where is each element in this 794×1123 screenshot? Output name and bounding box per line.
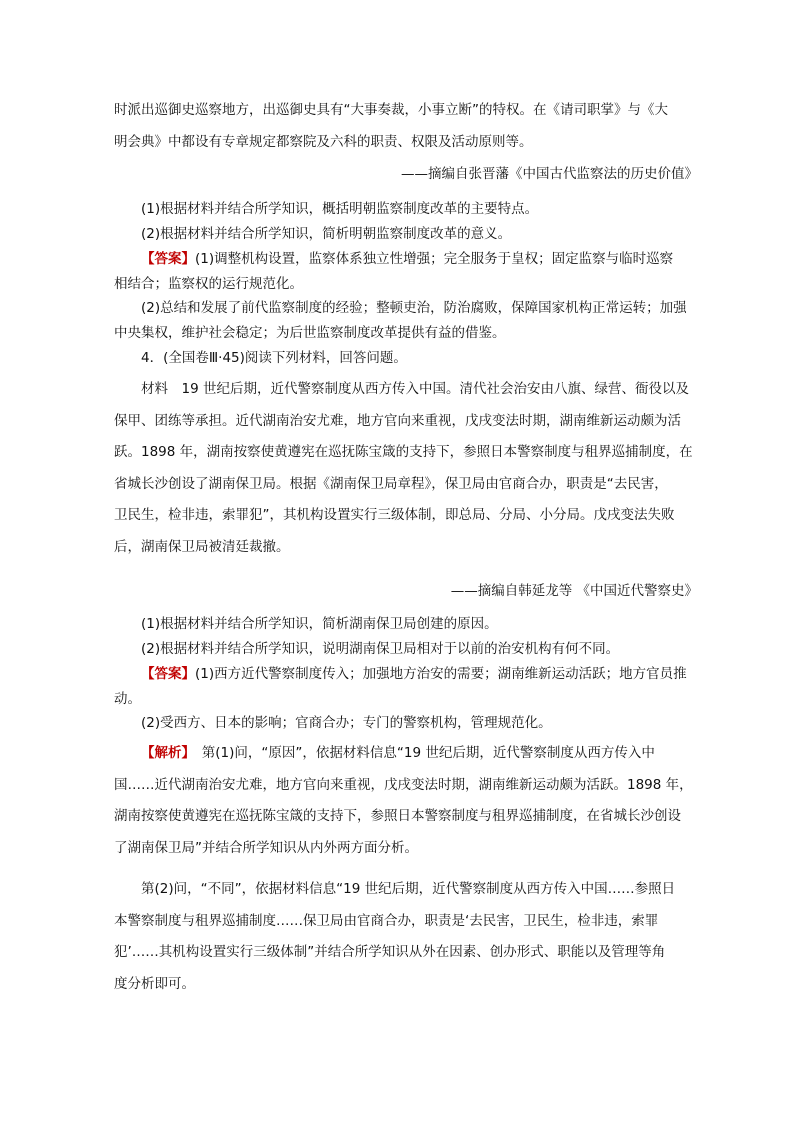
answer-tag: 【答案】 xyxy=(141,666,195,682)
q4-material xyxy=(114,374,698,563)
source-citation: ——摘编自张晋藩《中国古代监察法的历史价值》 xyxy=(401,166,698,182)
question-2: (2)根据材料并结合所学知识，说明湖南保卫局相对于以前的治安机构有何不同。 xyxy=(141,640,620,657)
analysis-line: 本警察制度与租界巡捕制度……保卫局由官商合办，职责是‘去民害，卫民生，检非违，索罪 xyxy=(114,912,659,929)
answer-line: 动。 xyxy=(114,690,141,707)
q4-analysis-1 xyxy=(114,738,698,864)
q4-source xyxy=(114,576,698,608)
analysis-line: 犯’……其机构设置实行三级体制”并结合所学知识从外在因素、创办形式、职能以及管理等角 xyxy=(114,944,666,960)
answer-line: 相结合；监察权的运行规范化。 xyxy=(114,275,303,292)
text-line: 时派出巡御史巡察地方，出巡御史具有“大事奏裁，小事立断”的特权。在《请司职掌》与《大 xyxy=(114,102,668,118)
q4-analysis-2 xyxy=(114,874,698,1000)
q3-source xyxy=(114,159,698,191)
q4-questions xyxy=(114,612,725,661)
question-2: (2)根据材料并结合所学知识，简析明朝监察制度改革的意义。 xyxy=(141,225,512,242)
material-line: 卫民生，检非违，索罪犯”，其机构设置实行三级体制，即总局、分局、小分局。戊戌变法失败 xyxy=(114,507,675,523)
answer-line: 中央集权，维护社会稳定；为后世监察制度改革提供有益的借鉴。 xyxy=(114,324,506,341)
answer-line: (2)受西方、日本的影响；官商合办；专门的警察机构，管理规范化。 xyxy=(141,715,552,731)
material-line: 材料 19 世纪后期，近代警察制度从西方传入中国。清代社会治安由八旗、绿营、衙役以及 xyxy=(141,381,689,397)
analysis-tag: 【解析】 xyxy=(141,745,189,761)
q3-material-tail xyxy=(114,95,698,158)
question-stem: 4．(全国卷Ⅲ·45)阅读下列材料，回答问题。 xyxy=(141,350,407,366)
answer-text: (1)调整机构设置，监察体系独立性增强；完全服务于皇权；固定监察与临时巡察 xyxy=(195,251,674,267)
question-1: (1)根据材料并结合所学知识，简析湖南保卫局创建的原因。 xyxy=(141,616,498,632)
q3-questions xyxy=(114,197,725,246)
q4-stem xyxy=(114,346,725,371)
analysis-line: 湖南按察使黄遵宪在巡抚陈宝箴的支持下，参照日本警察制度与租界巡捕制度，在省城长沙创设 xyxy=(114,808,681,824)
analysis-text: 第(1)问，“原因”，依据材料信息“19 世纪后期，近代警察制度从西方传入中 xyxy=(188,745,655,761)
answer-line: (2)总结和发展了前代监察制度的经验；整顿吏治，防治腐败，保障国家机构正常运转；加强 xyxy=(141,300,687,316)
analysis-line xyxy=(114,738,698,770)
question-1: (1)根据材料并结合所学知识，概括明朝监察制度改革的主要特点。 xyxy=(141,201,539,217)
material-line: 跃。1898 年，湖南按察使黄遵宪在巡抚陈宝箴的支持下，参照日本警察制度与租界巡捕制度，在 xyxy=(114,444,693,460)
answer-line xyxy=(114,247,698,272)
analysis-line: 度分析即可。 xyxy=(114,975,195,992)
text-line: 明会典》中都设有专章规定都察院及六科的职责、权限及活动原则等。 xyxy=(114,133,533,150)
answer-line xyxy=(114,662,698,687)
material-line: 省城长沙创设了湖南保卫局。根据《湖南保卫局章程》，保卫局由官商合办，职责是“去民害， xyxy=(114,475,668,492)
analysis-line: 国……近代湖南治安尤难，地方官向来重视，戊戌变法时期，湖南维新运动颇为活跃。1898 年， xyxy=(114,776,693,793)
q4-answer xyxy=(114,662,698,736)
q3-answer xyxy=(114,247,698,345)
answer-tag: 【答案】 xyxy=(141,251,195,267)
analysis-line: 第(2)问，“不同”，依据材料信息“19 世纪后期，近代警察制度从西方传入中国……参照日 xyxy=(141,881,676,897)
analysis-line: 了湖南保卫局”并结合所学知识从内外两方面分析。 xyxy=(114,839,418,856)
material-line: 后，湖南保卫局被清廷裁撤。 xyxy=(114,538,290,555)
material-line: 保甲、团练等承担。近代湖南治安尤难，地方官向来重视，戊戌变法时期，湖南维新运动颇为活 xyxy=(114,412,681,429)
answer-text: (1)西方近代警察制度传入；加强地方治安的需要；湖南维新运动活跃；地方官员推 xyxy=(195,666,687,682)
source-citation: ——摘编自韩延龙等 《中国近代警察史》 xyxy=(450,583,698,599)
